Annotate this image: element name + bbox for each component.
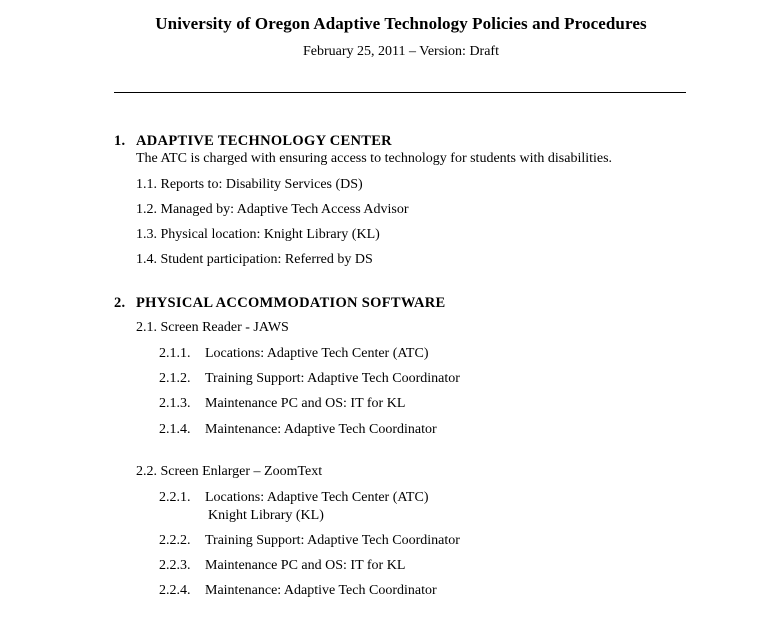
subsection-text: Screen Enlarger – ZoomText: [160, 464, 323, 479]
item-text: Reports to: Disability Services (DS): [160, 177, 363, 192]
document-subtitle: February 25, 2011 – Version: Draft: [303, 44, 499, 59]
list-item: [136, 202, 409, 218]
item-text: Student participation: Referred by DS: [160, 252, 373, 267]
horizontal-rule: [114, 92, 686, 93]
section-heading: ADAPTIVE TECHNOLOGY CENTER: [136, 133, 392, 149]
section-number: 1.: [114, 133, 126, 149]
list-item: [159, 346, 428, 362]
item-number: 2.1.4.: [159, 422, 191, 437]
subsection-number: 2.1.: [136, 320, 157, 335]
item-number: 1.1.: [136, 177, 157, 192]
item-number: 2.2.4.: [159, 583, 191, 598]
item-number: 2.1.2.: [159, 371, 191, 386]
item-text: Training Support: Adaptive Tech Coordinator: [205, 533, 460, 548]
item-continuation: Knight Library (KL): [208, 508, 324, 523]
list-item: [136, 227, 380, 243]
list-item: [136, 177, 363, 193]
document-title: University of Oregon Adaptive Technology Policies and Procedures: [155, 14, 647, 33]
item-number: 1.2.: [136, 202, 157, 217]
list-item: [159, 558, 405, 574]
subsection-heading: [136, 320, 289, 336]
item-number: 2.2.3.: [159, 558, 191, 573]
item-text: Training Support: Adaptive Tech Coordinator: [205, 371, 460, 386]
list-item: [159, 422, 437, 438]
list-item: [136, 252, 373, 268]
item-text: Managed by: Adaptive Tech Access Advisor: [160, 202, 409, 217]
item-number: 1.3.: [136, 227, 157, 242]
item-text: Maintenance PC and OS: IT for KL: [205, 396, 406, 411]
item-text: Locations: Adaptive Tech Center (ATC): [205, 490, 429, 505]
item-number: 2.2.1.: [159, 490, 191, 505]
list-item: [159, 583, 437, 599]
item-text: Maintenance PC and OS: IT for KL: [205, 558, 406, 573]
section-heading: PHYSICAL ACCOMMODATION SOFTWARE: [136, 295, 446, 311]
list-item: [159, 533, 460, 549]
item-text: Maintenance: Adaptive Tech Coordinator: [205, 422, 437, 437]
list-item: [159, 396, 405, 412]
item-number: 2.1.1.: [159, 346, 191, 361]
section-number: 2.: [114, 295, 126, 311]
item-text: Maintenance: Adaptive Tech Coordinator: [205, 583, 437, 598]
section-description: The ATC is charged with ensuring access to technology for students with disabilities.: [136, 151, 613, 166]
item-text: Locations: Adaptive Tech Center (ATC): [205, 346, 429, 361]
item-number: 1.4.: [136, 252, 157, 267]
item-number: 2.2.2.: [159, 533, 191, 548]
subsection-text: Screen Reader - JAWS: [160, 320, 289, 335]
subsection-number: 2.2.: [136, 464, 157, 479]
list-item: [159, 490, 428, 506]
item-text: Physical location: Knight Library (KL): [160, 227, 380, 242]
list-item: [159, 371, 460, 387]
subsection-heading: [136, 464, 322, 480]
item-number: 2.1.3.: [159, 396, 191, 411]
